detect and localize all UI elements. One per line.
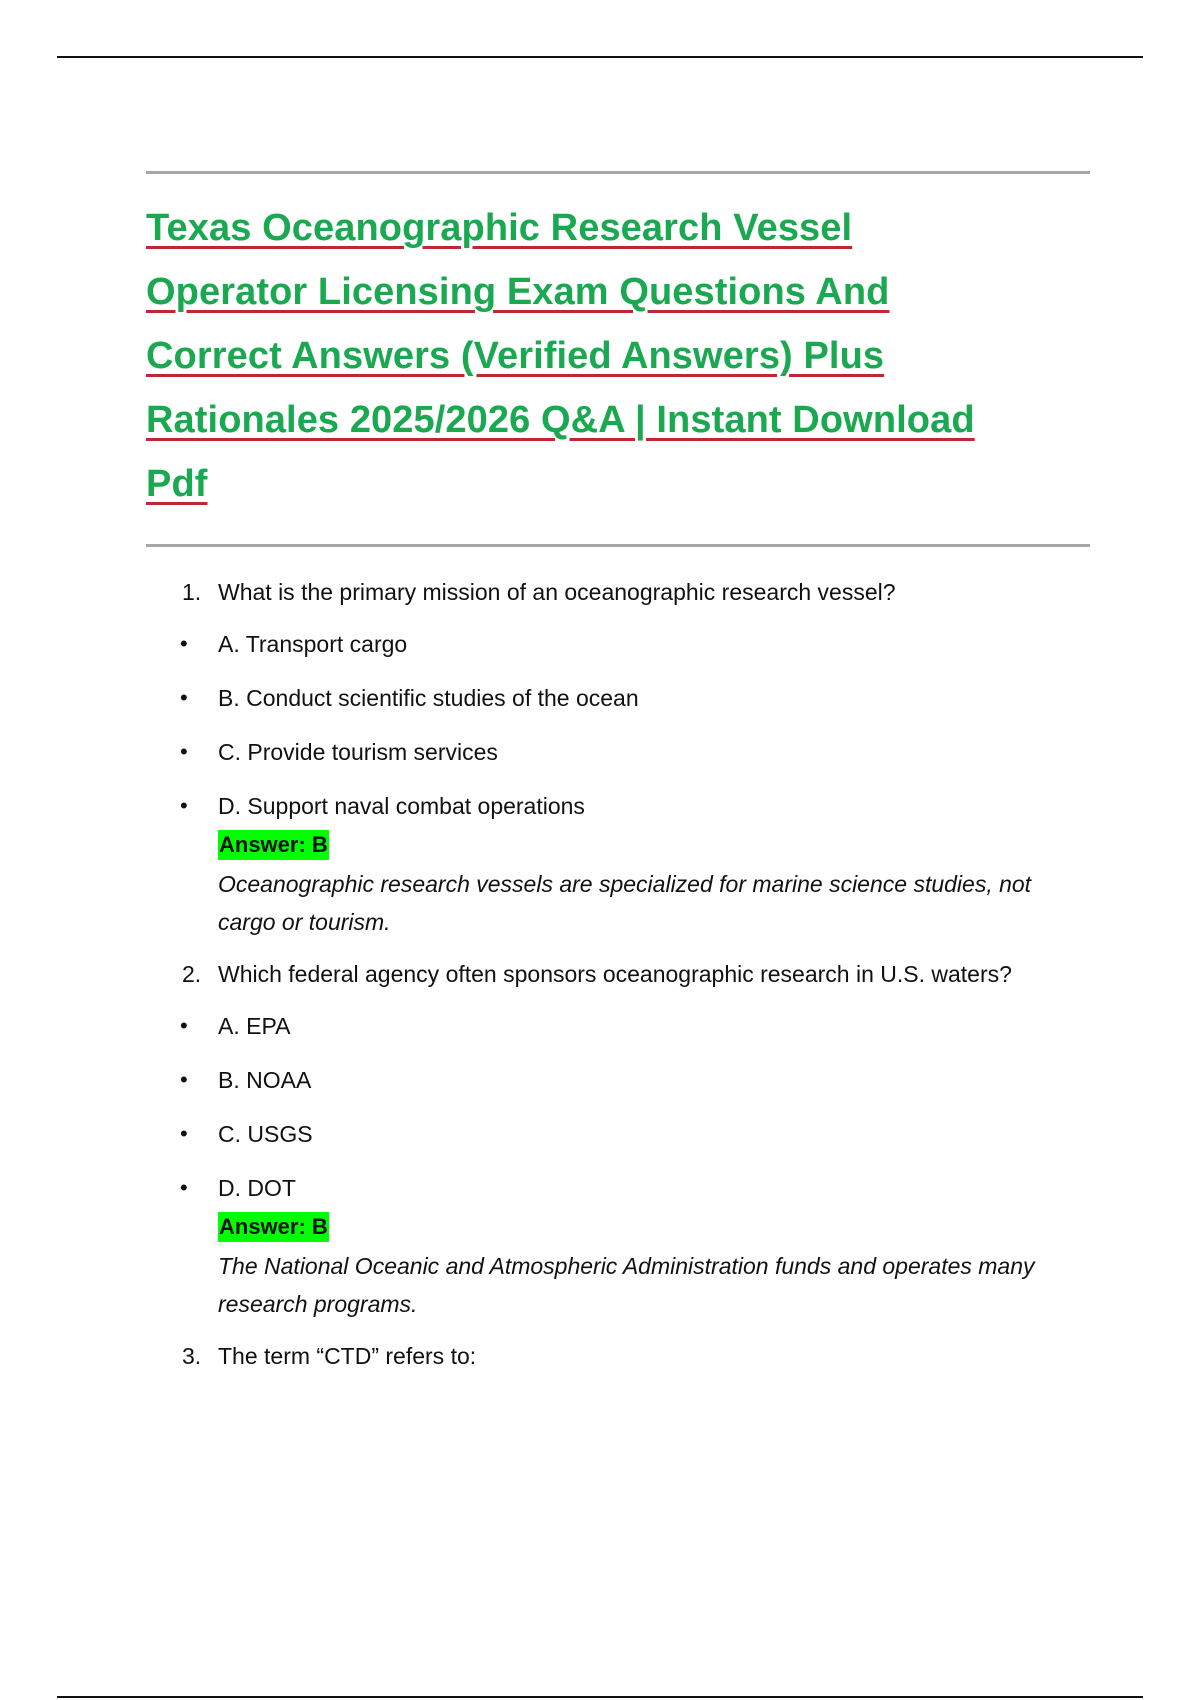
question-number: 2. bbox=[182, 961, 202, 987]
question-2 bbox=[146, 955, 1090, 993]
answer-highlight: Answer: B bbox=[218, 1212, 329, 1242]
option-text: B. NOAA bbox=[218, 1067, 312, 1093]
title-top-rule bbox=[146, 171, 1090, 174]
option-text: C. USGS bbox=[218, 1121, 313, 1147]
option-a bbox=[146, 1007, 1090, 1045]
option-text: D. DOT bbox=[218, 1175, 296, 1201]
question-list bbox=[146, 573, 1090, 1375]
rationale-text: The National Oceanic and Atmospheric Administration funds and operates many research programs. bbox=[218, 1253, 1035, 1317]
question-text: What is the primary mission of an oceanographic research vessel? bbox=[218, 579, 896, 605]
bullet-icon: • bbox=[180, 1121, 188, 1146]
option-text: A. EPA bbox=[218, 1013, 291, 1039]
question-3 bbox=[146, 1337, 1090, 1375]
bullet-icon: • bbox=[180, 631, 188, 656]
bullet-icon: • bbox=[180, 1013, 188, 1038]
option-c bbox=[146, 733, 1090, 771]
question-number: 1. bbox=[182, 579, 202, 605]
bullet-icon: • bbox=[180, 793, 188, 818]
option-b bbox=[146, 1061, 1090, 1099]
rationale-text: Oceanographic research vessels are specialized for marine science studies, not cargo or tourism. bbox=[218, 871, 1032, 935]
bullet-icon: • bbox=[180, 739, 188, 764]
option-text: B. Conduct scientific studies of the ocean bbox=[218, 685, 639, 711]
page-top-rule bbox=[57, 56, 1143, 58]
option-d bbox=[146, 1169, 1090, 1323]
option-d bbox=[146, 787, 1090, 941]
option-a bbox=[146, 625, 1090, 663]
answer-highlight: Answer: B bbox=[218, 830, 329, 860]
page-bottom-rule bbox=[57, 1696, 1143, 1698]
option-text: C. Provide tourism services bbox=[218, 739, 498, 765]
bullet-icon: • bbox=[180, 685, 188, 710]
option-text: A. Transport cargo bbox=[218, 631, 408, 657]
question-text: Which federal agency often sponsors oceanographic research in U.S. waters? bbox=[218, 961, 1012, 987]
question-1 bbox=[146, 573, 1090, 611]
option-c bbox=[146, 1115, 1090, 1153]
document-title: Texas Oceanographic Research Vessel Operator Licensing Exam Questions And Correct Answers (Verified Answers) Plus Rationales 2025/2026 Q&A | Instant Download Pdf bbox=[146, 207, 975, 505]
option-text: D. Support naval combat operations bbox=[218, 793, 585, 819]
option-b bbox=[146, 679, 1090, 717]
document-body bbox=[146, 171, 1090, 1389]
question-number: 3. bbox=[182, 1343, 202, 1369]
bullet-icon: • bbox=[180, 1067, 188, 1092]
title-bottom-rule bbox=[146, 544, 1090, 547]
bullet-icon: • bbox=[180, 1175, 188, 1200]
question-text: The term “CTD” refers to: bbox=[218, 1343, 477, 1369]
